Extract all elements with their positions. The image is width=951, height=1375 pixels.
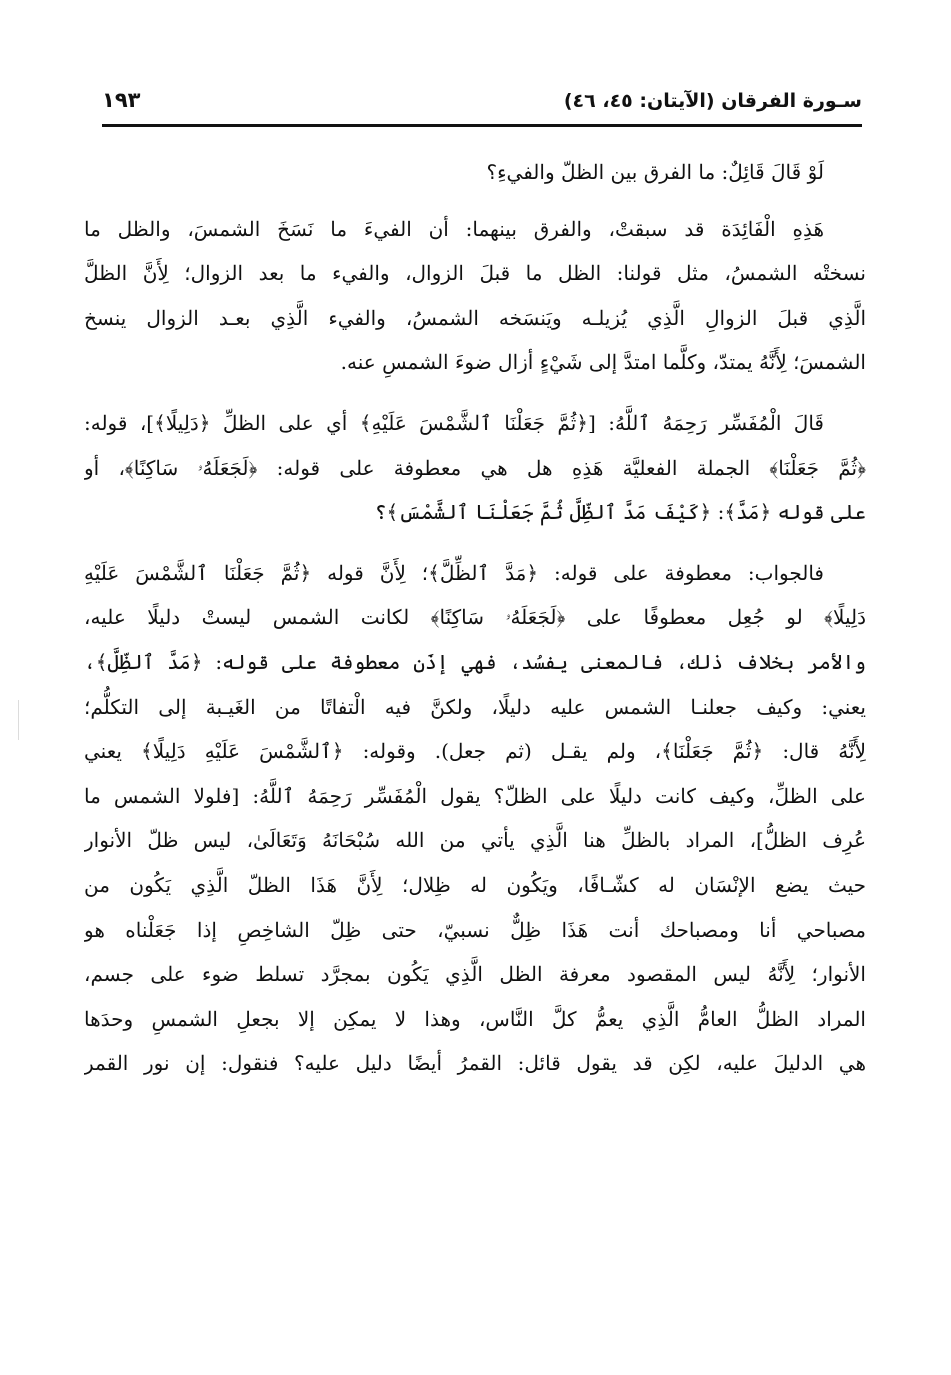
text-line: حيث يضع الإنْسَان له كشّـافًا، ويَكُون له ظِلال؛ لِأَنَّ هَذَا الظلّ الَّذِي يَكُون من: [84, 872, 866, 897]
paragraph-question: [84, 150, 866, 195]
text-line: لَوْ قَالَ قَائِلٌ: ما الفرق بين الظلّ والفيءِ؟: [486, 160, 824, 184]
text-line: الأنوار؛ لِأَنَّهُ ليس المقصود معرفة الظل الَّذِي يَكُون بمجرَّد تسلط ضوء على جسم،: [84, 962, 866, 987]
text-line: نسختْه الشمسُ، مثل قولنا: الظل ما قبلَ الزوال، والفيء ما بعد الزوال؛ لِأَنَّ الظلَّ: [84, 261, 866, 286]
text-line: يعني: وكيف جعلنـا الشمس عليه دليلًا، ولكنَّ فيه الْتفاتًا من الغَيـبة إلى التكلُّم؛: [84, 694, 866, 719]
text-line: لِأَنَّهُ قال: ﴿ثُمَّ جَعَلْنَا﴾، ولم يقـل (ثم جعل). وقوله: ﴿ٱلشَّمْسَ عَلَيْهِ دَلِيلًا﴾ يعني: [84, 739, 866, 764]
text-line: عُرِف الظلُّ]، المراد بالظلِّ هنا الَّذِي يأتي من الله سُبْحَانَهُ وَتَعَالَىٰ، ليس ظلّ الأنوار: [84, 828, 866, 853]
scan-gutter-mark: [18, 700, 19, 740]
paragraph-reply: [84, 551, 866, 1086]
header-rule: [102, 124, 862, 127]
running-title: سـورة الفرقان (الآيتان: ٤٥، ٤٦): [563, 90, 862, 112]
text-line: على الظلِّ، وكيف كانت دليلًا على الظلّ؟ يقول الْمُفَسِّر رَحِمَهُ ٱللَّهُ: [فلولا الشمس ما: [84, 783, 866, 808]
paragraph-commentator: [84, 401, 866, 535]
text-line: ﴿ثُمَّ جَعَلْنَا﴾ الجملة الفعليَّة هَذِهِ هل هي معطوفة على قوله: ﴿لَجَعَلَهُۥ سَاكِنًا﴾، أو: [84, 455, 866, 480]
page-number: ١٩٣: [102, 88, 141, 112]
text-line: الَّذِي قبلَ الزوالِ الَّذِي يُزيلـه ويَنسَخه الشمسُ، والفيء الَّذِي بعـد الزوال ينسخ: [84, 305, 866, 330]
text-line: المراد الظلُّ العامُّ الَّذِي يعمُّ كلَّ النَّاس، وهذا لا يمكِن إلا بجعلِ الشمسِ وحدَها: [84, 1006, 866, 1031]
text-line: على قوله ﴿مَدَّ﴾: ﴿كَيْفَ مَدَّ ٱلظِّلَّ ثُمَّ جَعَلْنَا ٱلشَّمْسَ﴾؟: [374, 500, 866, 525]
text-line: مصباحي أنا ومصباحك أنت هَذَا ظِلٌّ نسبيّ، حتى ظِلّ الشاخِصِ إذا جَعَلْناه هو: [84, 917, 866, 942]
text-line: الشمسَ؛ لِأَنَّهُ يمتدّ، وكلَّما امتدَّ إلى شَيْءٍ أزال ضوءَ الشمسِ عنه.: [340, 350, 866, 375]
paragraph-answer-shade-fay: [84, 207, 866, 385]
text-line: فالجواب: معطوفة على قوله: ﴿مَدَّ ٱلظِّلَّ﴾؛ لِأَنَّ قوله ﴿ثُمَّ جَعَلْنَا ٱلشَّمْسَ عَلَيْهِ: [84, 560, 824, 585]
text-line: هَذِهِ الْفَائِدَة قد سبقتْ، والفرق بينهما: أن الفيءَ ما نَسَخَ الشمسَ، والظل ما: [84, 216, 824, 241]
text-line: قَالَ الْمُفَسِّر رَحِمَهُ ٱللَّهُ: [﴿ثُمَّ جَعَلْنَا ٱلشَّمْسَ عَلَيْهِ﴾ أي على الظلِّ ﴿دَلِيلًا﴾]، قوله:: [84, 410, 824, 435]
page-body: [84, 150, 866, 1102]
page-header: [102, 84, 862, 124]
text-line: دَلِيلًا﴾ لو جُعِل معطوفًا على ﴿لَجَعَلَهُۥ سَاكِنًا﴾ لكانت الشمس ليستْ دليلًا عليه،: [84, 605, 866, 630]
text-line: هي الدليلَ عليه، لكِن قد يقول قائل: القمرُ أيضًا دليل عليه؟ فنقول: إن نور القمر: [84, 1051, 866, 1076]
text-line: والأمر بخلاف ذلك، فالمعنى يفسُد، فهي إذَن معطوفة على قوله: ﴿مَدَّ ٱلظِّلَّ﴾،: [84, 649, 866, 674]
